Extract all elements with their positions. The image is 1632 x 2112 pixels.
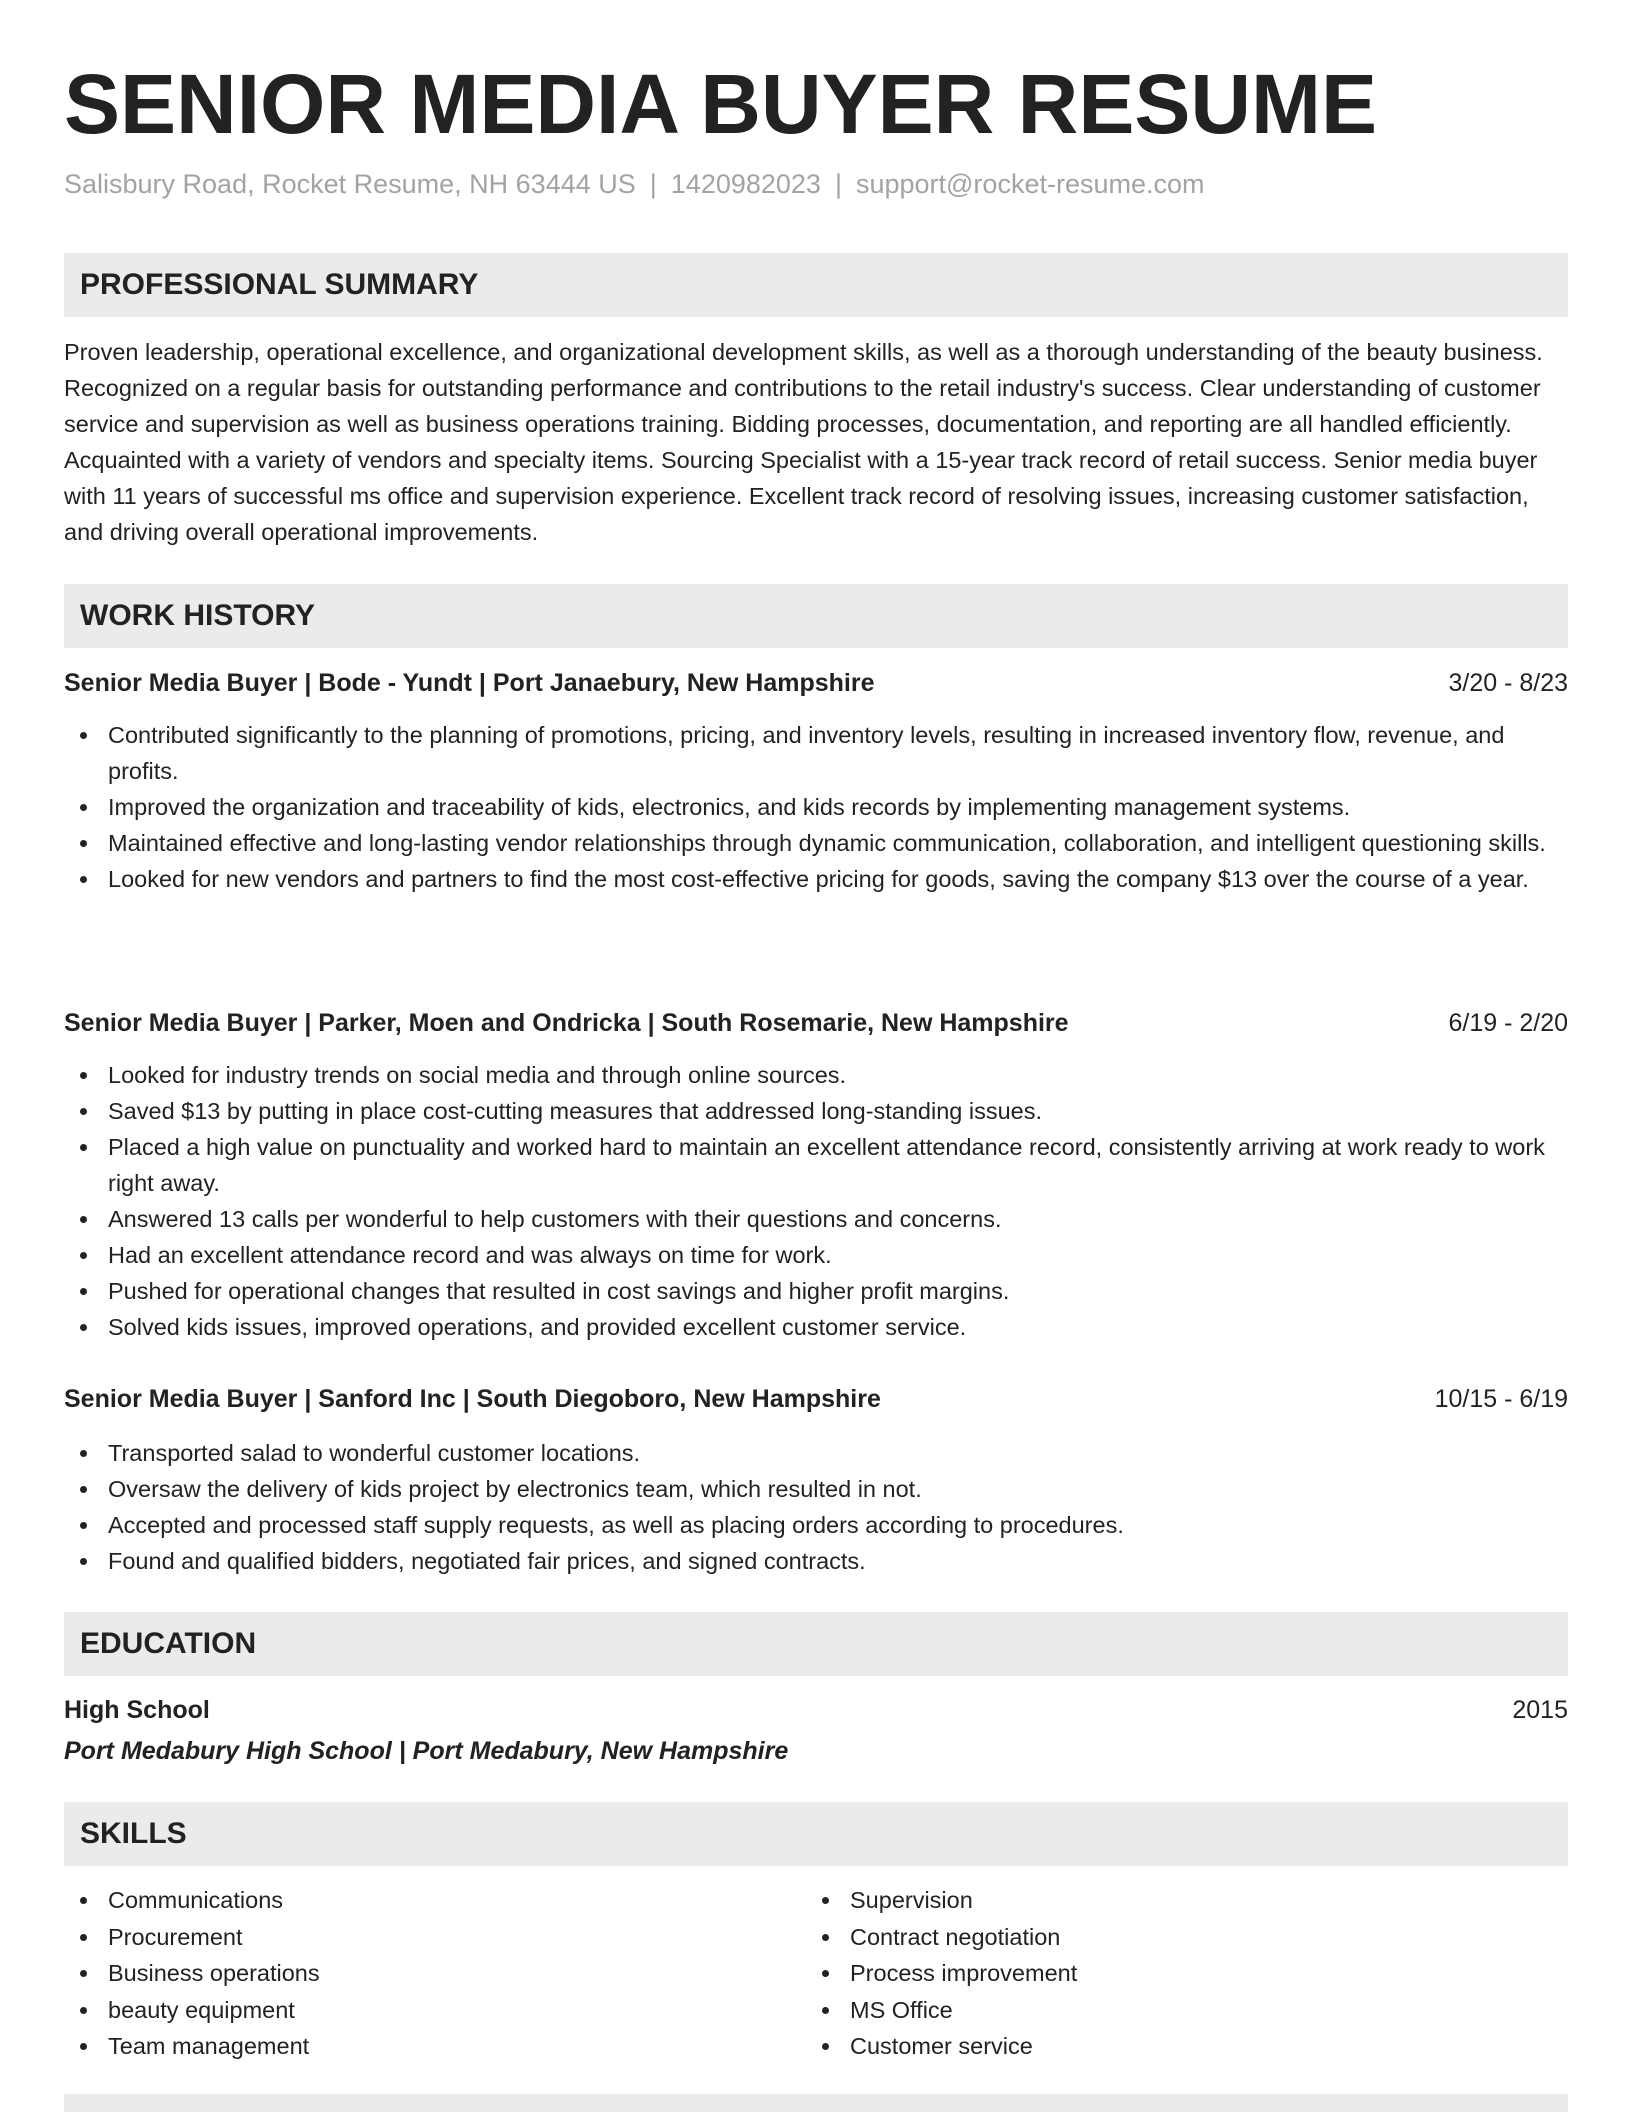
job-bullets [64, 1057, 1568, 1345]
contact-separator: | [834, 169, 842, 199]
skill-item: Team management [108, 2028, 764, 2065]
education-header [64, 1692, 1568, 1728]
next-section-header [64, 2094, 1568, 2112]
education-degree: High School [64, 1696, 210, 1724]
education-section-header [64, 1612, 1568, 1676]
job-bullet: Looked for industry trends on social media and through online sources. [108, 1057, 1568, 1093]
job-header [64, 1005, 1568, 1041]
skills-heading: SKILLS [80, 1817, 187, 1850]
job-header [64, 1381, 1568, 1417]
skill-item: Contract negotiation [850, 1919, 1506, 1956]
skill-item: beauty equipment [108, 1992, 764, 2029]
contact-email: support@rocket-resume.com [855, 169, 1205, 199]
education-school: Port Medabury High School | Port Medabury, New Hampshire [64, 1737, 789, 1765]
job-bullet: Had an excellent attendance record and was always on time for work. [108, 1237, 1568, 1273]
job-bullet: Looked for new vendors and partners to find the most cost-effective pricing for goods, saving the company $13 over the course of a year. [108, 861, 1568, 897]
job-bullets [64, 1435, 1568, 1579]
job-bullet: Saved $13 by putting in place cost-cutting measures that addressed long-standing issues. [108, 1093, 1568, 1129]
job-bullet: Transported salad to wonderful customer locations. [108, 1435, 1568, 1471]
education-heading: EDUCATION [80, 1627, 257, 1660]
skill-item: Communications [108, 1882, 764, 1919]
resume-title: SENIOR MEDIA BUYER RESUME [64, 57, 1378, 151]
job-dates: 6/19 - 2/20 [1448, 1009, 1568, 1037]
skills-list-right [806, 1882, 1506, 2065]
skills-list-left [64, 1882, 764, 2065]
job-header [64, 665, 1568, 701]
skills-section-header [64, 1802, 1568, 1866]
job-bullet: Improved the organization and traceability of kids, electronics, and kids records by implementing management systems. [108, 789, 1568, 825]
contact-address: Salisbury Road, Rocket Resume, NH 63444 US [64, 169, 636, 199]
job-bullet: Solved kids issues, improved operations, and provided excellent customer service. [108, 1309, 1568, 1345]
job-dates: 3/20 - 8/23 [1448, 669, 1568, 697]
skill-item: Supervision [850, 1882, 1506, 1919]
education-year: 2015 [1512, 1696, 1568, 1724]
job-bullet: Placed a high value on punctuality and worked hard to maintain an excellent attendance record, consistently arriving at work ready to work right away. [108, 1129, 1568, 1201]
job-bullets [64, 717, 1568, 897]
summary-section-header [64, 253, 1568, 317]
job-bullet: Answered 13 calls per wonderful to help customers with their questions and concerns. [108, 1201, 1568, 1237]
job-bullet: Found and qualified bidders, negotiated fair prices, and signed contracts. [108, 1543, 1568, 1579]
job-title: Senior Media Buyer | Parker, Moen and Ondricka | South Rosemarie, New Hampshire [64, 1009, 1069, 1037]
work-history-section-header [64, 584, 1568, 648]
job-title: Senior Media Buyer | Sanford Inc | South Diegoboro, New Hampshire [64, 1385, 881, 1413]
contact-line [64, 166, 1205, 202]
skill-item: Process improvement [850, 1955, 1506, 1992]
summary-text: Proven leadership, operational excellence, and organizational development skills, as well as a thorough understanding of the beauty business. Recognized on a regular basis for outstanding performance and contributions to the retail industry's success. Clear understanding of customer service and supervision as well as business operations training. Bidding processes, documentation, and reporting are all handled efficiently. Acquainted with a variety of vendors and specialty items. Sourcing Specialist with a 15-year track record of retail success. Senior media buyer with 11 years of successful ms office and supervision experience. Excellent track record of resolving issues, increasing customer satisfaction, and driving overall operational improvements. [64, 339, 1543, 545]
job-bullet: Pushed for operational changes that resulted in cost savings and higher profit margins. [108, 1273, 1568, 1309]
skill-item: Customer service [850, 2028, 1506, 2065]
work-history-heading: WORK HISTORY [80, 599, 316, 632]
skill-item: Business operations [108, 1955, 764, 1992]
job-title: Senior Media Buyer | Bode - Yundt | Port Janaebury, New Hampshire [64, 669, 875, 697]
contact-phone: 1420982023 [670, 169, 821, 199]
skill-item: MS Office [850, 1992, 1506, 2029]
job-bullet: Oversaw the delivery of kids project by electronics team, which resulted in not. [108, 1471, 1568, 1507]
summary-heading: PROFESSIONAL SUMMARY [80, 268, 479, 301]
skill-item: Procurement [108, 1919, 764, 1956]
job-dates: 10/15 - 6/19 [1434, 1385, 1568, 1413]
job-bullet: Maintained effective and long-lasting vendor relationships through dynamic communication, collaboration, and intelligent questioning skills. [108, 825, 1568, 861]
job-bullet: Accepted and processed staff supply requests, as well as placing orders according to procedures. [108, 1507, 1568, 1543]
contact-separator: | [649, 169, 657, 199]
job-bullet: Contributed significantly to the planning of promotions, pricing, and inventory levels, resulting in increased inventory flow, revenue, and profits. [108, 717, 1568, 789]
